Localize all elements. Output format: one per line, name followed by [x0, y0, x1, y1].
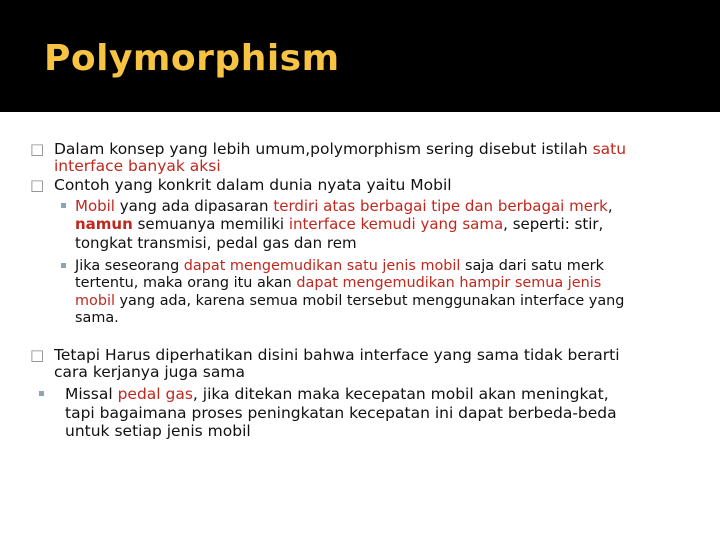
highlight-text: interface kemudi yang sama — [288, 215, 504, 233]
bullet-square-icon: □ — [30, 140, 45, 158]
text-run: tapi bagaimana proses peningkatan kecepatan ini dapat berbeda-beda — [65, 404, 617, 422]
text-run: , jika ditekan maka kecepatan mobil akan meningkat, — [192, 385, 609, 403]
sub-bullet-2-line-3 — [75, 292, 624, 310]
highlight-text: pedal gas — [117, 385, 193, 403]
highlight-text: mobil — [75, 293, 115, 309]
bullet-1-line-1 — [54, 140, 626, 158]
bullet-square-icon: □ — [30, 346, 45, 364]
sub-bullet-square-icon — [39, 391, 44, 396]
highlight-text: interface banyak aksi — [54, 157, 221, 175]
text-run: tongkat transmisi, pedal gas dan rem — [75, 234, 357, 252]
text-run: Jika seseorang — [75, 258, 184, 274]
text-run: untuk setiap jenis mobil — [65, 422, 251, 440]
sub-bullet-1-line-2 — [75, 215, 603, 233]
highlight-text: dapat mengemudikan hampir semua jenis — [296, 275, 602, 291]
bullet-3-line-2 — [54, 363, 245, 381]
sub-bullet-1-line-1 — [75, 197, 613, 215]
sub-bullet-square-icon — [61, 203, 66, 208]
text-run: Missal — [65, 385, 118, 403]
highlight-text: terdiri atas berbagai tipe dan berbagai merk — [273, 197, 608, 215]
text-run: cara kerjanya juga sama — [54, 363, 245, 381]
bullet-2-line-1 — [54, 176, 452, 194]
text-run: tertentu, maka orang itu akan — [75, 275, 297, 291]
highlight-text: namun — [75, 215, 133, 233]
text-run: yang ada, karena semua mobil tersebut menggunakan interface yang — [114, 293, 625, 309]
text-run: sama. — [75, 310, 119, 326]
sub-bullet-2-line-2 — [75, 274, 601, 292]
sub-bullet-square-icon — [61, 263, 66, 268]
text-run: saja dari satu merk — [460, 258, 604, 274]
text-run: Contoh yang konkrit dalam dunia nyata yaitu Mobil — [54, 176, 452, 194]
highlight-text: Mobil — [75, 197, 115, 215]
text-run: yang ada dipasaran — [114, 197, 274, 215]
bullet-3-line-1 — [54, 346, 620, 364]
bullet-square-icon: □ — [30, 176, 45, 194]
sub-bullet-3-line-2 — [65, 404, 617, 422]
highlight-text: satu — [592, 140, 627, 158]
highlight-text: dapat mengemudikan satu jenis mobil — [183, 258, 461, 274]
sub-bullet-3-line-3 — [65, 422, 251, 440]
sub-bullet-2-line-4 — [75, 309, 119, 327]
text-run: Tetapi Harus diperhatikan disini bahwa interface yang sama tidak berarti — [54, 346, 620, 364]
text-run: Dalam konsep yang lebih umum,polymorphism sering disebut istilah — [54, 140, 593, 158]
sub-bullet-1-line-3 — [75, 234, 357, 252]
text-run: , — [607, 197, 613, 215]
text-run: , seperti: stir, — [503, 215, 604, 233]
sub-bullet-3-line-1 — [65, 385, 609, 403]
slide-title: Polymorphism — [44, 38, 340, 79]
text-run: semuanya memiliki — [132, 215, 289, 233]
bullet-1-line-2 — [54, 157, 221, 175]
sub-bullet-2-line-1 — [75, 257, 604, 275]
